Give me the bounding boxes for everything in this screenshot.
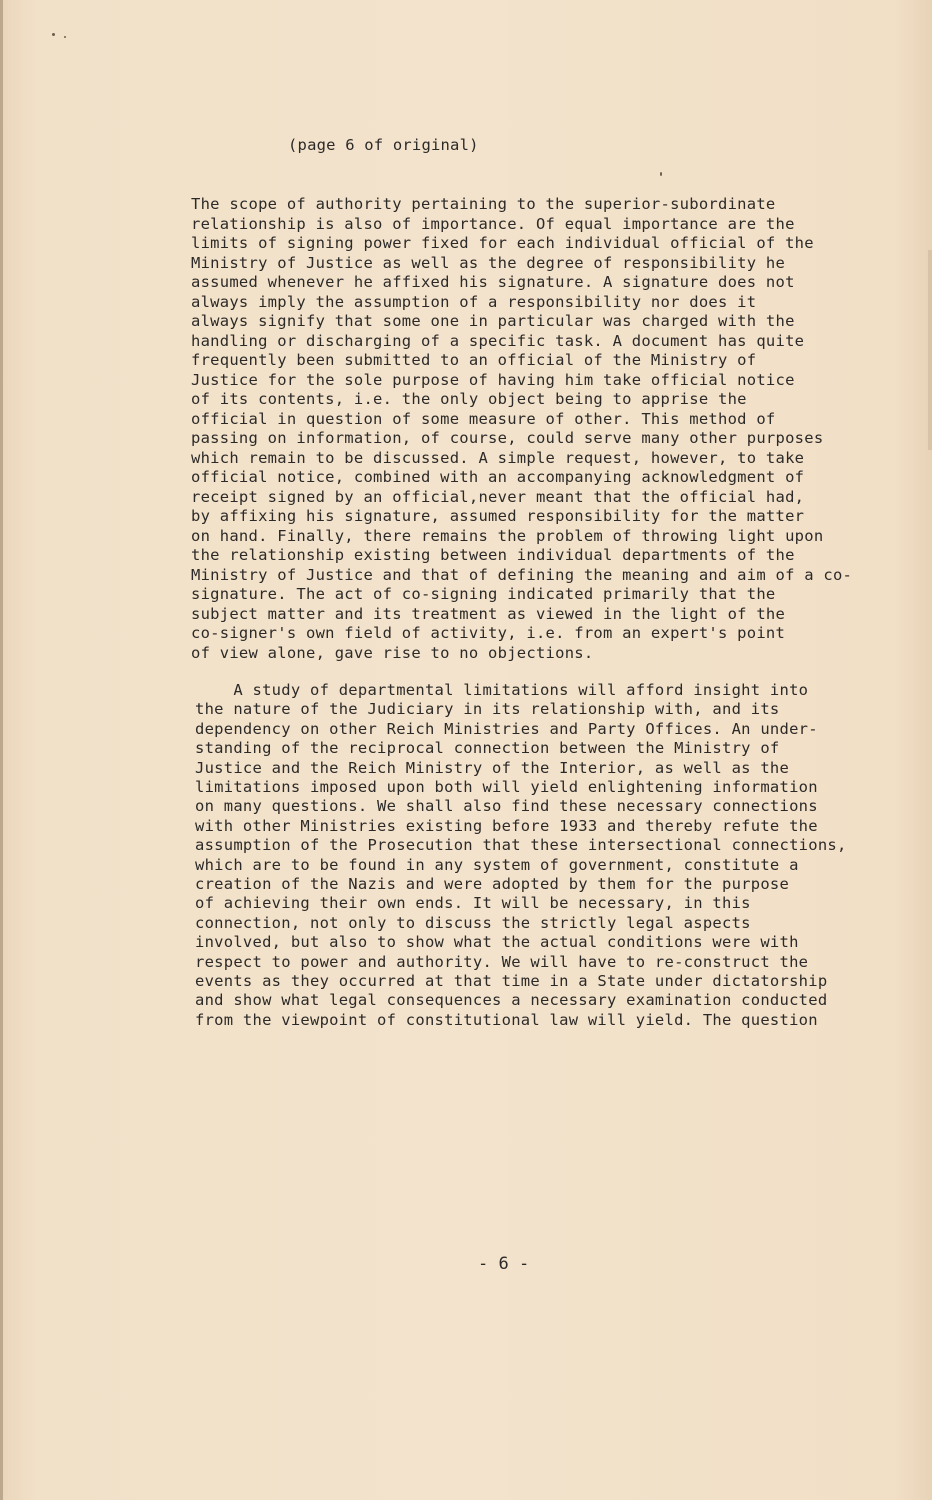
text-line: involved, but also to show what the actual conditions were with xyxy=(195,933,799,952)
text-line: events as they occurred at that time in a State under dictatorship xyxy=(195,972,828,990)
text-line: assumed whenever he affixed his signature. A signature does not xyxy=(191,273,795,291)
text-line: dependency on other Reich Ministries and Party Offices. An under- xyxy=(195,719,818,738)
text-line: on many questions. We shall also find these necessary connections xyxy=(195,797,818,816)
text-line: handling or discharging of a specific task. A document has quite xyxy=(191,331,805,350)
text-line: passing on information, of course, could serve many other purposes xyxy=(191,429,824,447)
text-line: always imply the assumption of a responsibility nor does it xyxy=(191,292,757,311)
text-line: official notice, combined with an accompanying acknowledgment of xyxy=(191,468,805,486)
text-line: Ministry of Justice and that of defining the meaning and aim of a co- xyxy=(191,565,853,584)
text-line: of achieving their own ends. It will be necessary, in this xyxy=(195,894,751,913)
text-line: the nature of the Judiciary in its relationship with, and its xyxy=(195,700,780,719)
text-line: The scope of authority pertaining to the superior-subordinate xyxy=(191,195,776,213)
text-line: official in question of some measure of other. This method of xyxy=(191,409,776,428)
page-number: - 6 - xyxy=(478,1254,530,1274)
text-line: of its contents, i.e. the only object being to apprise the xyxy=(191,390,747,408)
page-right-edge xyxy=(928,250,932,450)
page-reference: (page 6 of original) xyxy=(288,136,479,154)
text-line: which are to be found in any system of government, constitute a xyxy=(195,855,799,874)
text-line: limitations imposed upon both will yield enlightening information xyxy=(195,778,818,796)
text-line: connection, not only to discuss the strictly legal aspects xyxy=(195,913,751,932)
text-line: on hand. Finally, there remains the problem of throwing light upon xyxy=(191,526,824,545)
text-line: Justice and the Reich Ministry of the Interior, as well as the xyxy=(195,758,790,777)
text-line: receipt signed by an official,never meant that the official had, xyxy=(191,487,805,506)
text-line: A study of departmental limitations will afford insight into xyxy=(195,681,809,699)
text-line: from the viewpoint of constitutional law will yield. The question xyxy=(195,1010,818,1029)
text-line: respect to power and authority. We will have to re-construct the xyxy=(195,952,809,971)
text-line: standing of the reciprocal connection between the Ministry of xyxy=(195,739,780,758)
text-line: the relationship existing between individual departments of the xyxy=(191,546,795,564)
text-line: limits of signing power fixed for each individual official of the xyxy=(191,234,814,252)
text-line: Ministry of Justice as well as the degree of responsibility he xyxy=(191,253,786,272)
paper-speck xyxy=(64,36,66,38)
text-line: relationship is also of importance. Of equal importance are the xyxy=(191,214,795,233)
text-line: of view alone, gave rise to no objections. xyxy=(191,643,594,662)
text-line: creation of the Nazis and were adopted by them for the purpose xyxy=(195,875,790,893)
text-line: and show what legal consequences a necessary examination conducted xyxy=(195,991,828,1010)
paper-speck xyxy=(52,33,55,36)
text-line: Justice for the sole purpose of having him take official notice xyxy=(191,370,795,389)
text-line: which remain to be discussed. A simple request, however, to take xyxy=(191,448,805,467)
text-line: co-signer's own field of activity, i.e. from an expert's point xyxy=(191,624,786,642)
paper-speck xyxy=(660,172,662,176)
text-line: with other Ministries existing before 1933 and thereby refute the xyxy=(195,816,818,835)
text-line: assumption of the Prosecution that these intersectional connections, xyxy=(195,836,847,855)
page-left-edge xyxy=(0,0,3,1500)
text-line: signature. The act of co-signing indicated primarily that the xyxy=(191,585,776,603)
text-line: by affixing his signature, assumed responsibility for the matter xyxy=(191,507,805,525)
text-line: frequently been submitted to an official of the Ministry of xyxy=(191,351,757,369)
text-line: always signify that some one in particular was charged with the xyxy=(191,312,795,330)
text-line: subject matter and its treatment as viewed in the light of the xyxy=(191,604,786,623)
